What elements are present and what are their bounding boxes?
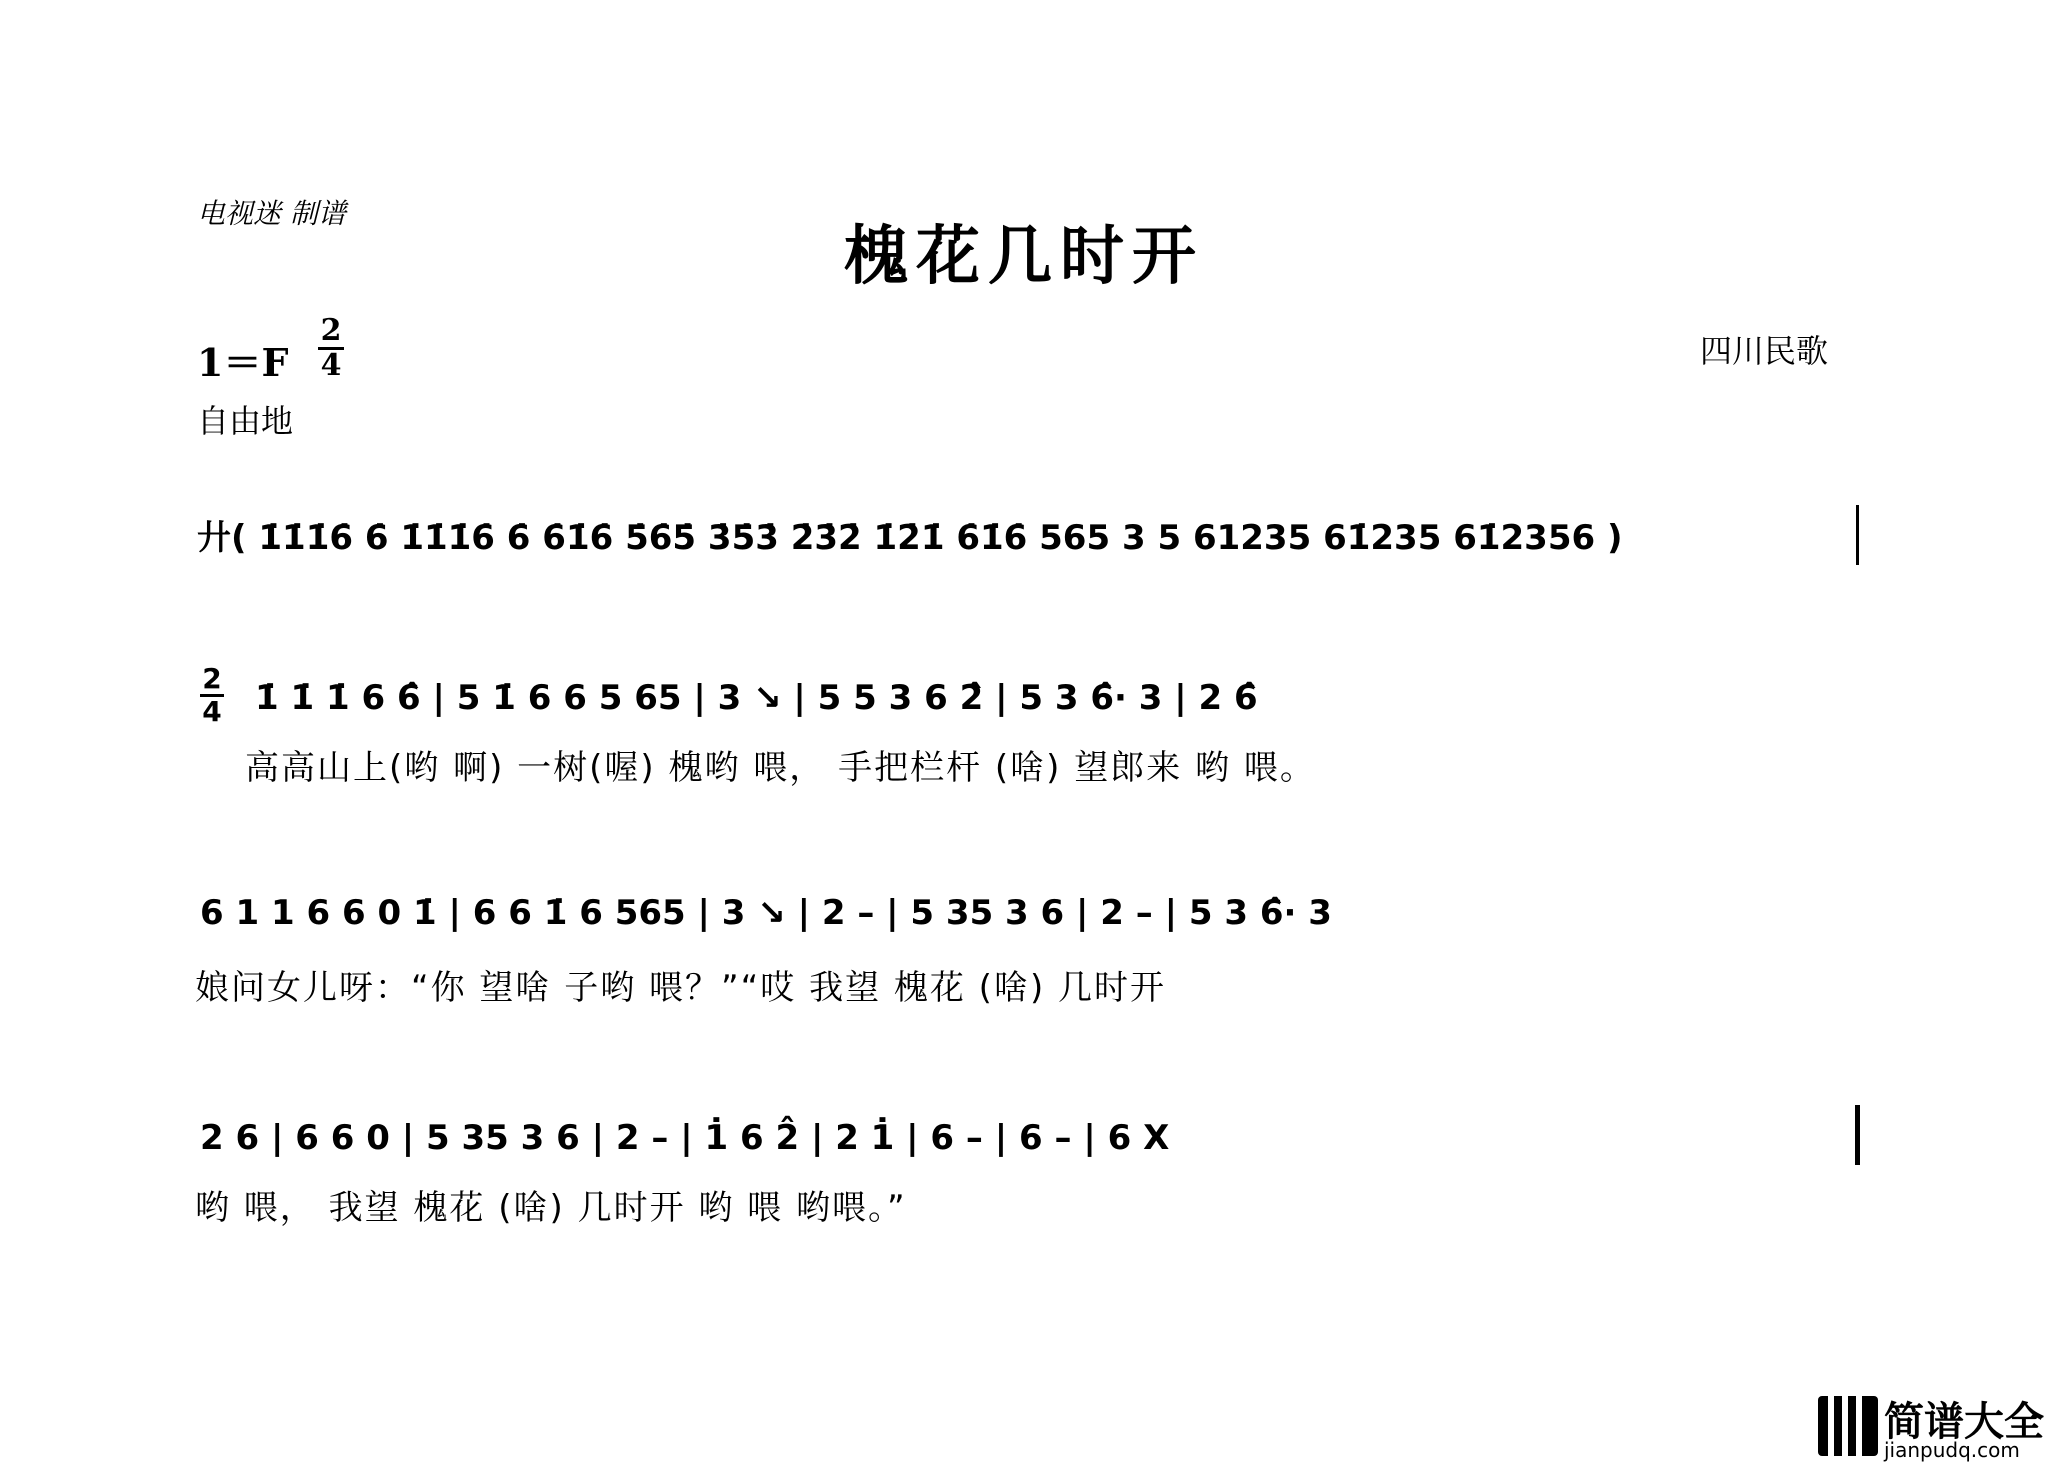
logo-url: jianpudq.com [1884, 1438, 2020, 1462]
score-line-2: 1̇ 1̇ 1̇ 6 6̂ | 5 1̇ 6 6 5 65 | 3 ↘ | 5 5 3 6 2̂ | 5 3 6̂· 3 | 2 6̂ [255, 678, 1258, 718]
ts2-bottom: 4 [202, 695, 222, 728]
logo-name: 简谱大全 [1884, 1399, 2044, 1445]
lyrics-line-2: 高高山上(哟 啊) 一树(喔) 槐哟 喂， 手把栏杆 (啥) 望郎来 哟 喂。 [245, 748, 1316, 788]
barline [1856, 505, 1859, 565]
song-origin: 四川民歌 [1700, 332, 1829, 370]
score-line-1: 廾( 1̇1̇1̇6̇ 6̇ 1̇1̇1̇6̇ 6̇ 6̇1̇6̇ 5̇6̇5̇ 3̇5̇3̇ 2̇3̇2̇ 1̇2̇1̇ 6̇1̇6̇ 565 3 5 61235 61̇235 61̇2356 ) [197, 518, 1623, 558]
final-barline [1855, 1105, 1860, 1165]
ts2-top: 2 [202, 662, 222, 695]
line-2-time-signature [200, 662, 224, 728]
piano-keys-icon [1818, 1396, 1878, 1456]
maker-credit: 电视迷 制谱 [197, 197, 346, 230]
time-top: 2 [320, 313, 342, 348]
time-bottom: 4 [320, 348, 342, 383]
tempo-marking: 自由地 [197, 402, 294, 440]
score-line-3: 6 1 1 6 6 0 1̇ | 6 6 1̇ 6 565 | 3 ↘ | 2 – | 5 35 3 6 | 2 – | 5 3 6̂· 3 [200, 893, 1332, 933]
time-signature [318, 313, 344, 383]
lyrics-line-4: 哟 喂， 我望 槐花 (啥) 几时开 哟 喂 哟喂。” [195, 1188, 907, 1228]
song-title: 槐花几时开 [844, 219, 1204, 294]
lyrics-line-3: 娘问女儿呀：“你 望啥 子哟 喂？”“哎 我望 槐花 (啥) 几时开 [195, 968, 1167, 1008]
key-signature: 1＝F [197, 340, 289, 385]
score-line-4: 2 6 | 6 6 0 | 5 35 3 6 | 2 – | 1̇ 6 2̂ | 2 1̇ | 6 – | 6 – | 6 X [200, 1118, 1170, 1158]
site-logo[interactable] [1818, 1390, 2048, 1463]
